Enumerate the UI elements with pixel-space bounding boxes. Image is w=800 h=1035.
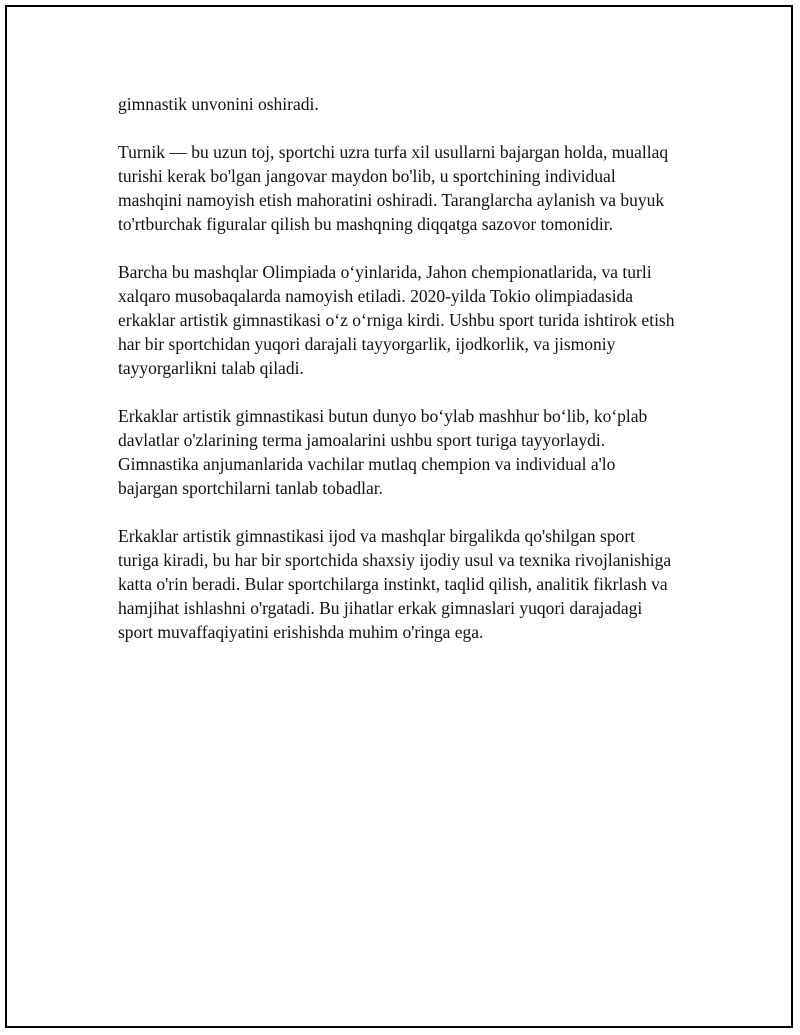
paragraph-continuation: gimnastik unvonini oshiradi. <box>118 94 319 114</box>
paragraph-turnik: Turnik — bu uzun toj, sportchi uzra turfa xil usullarni bajargan holda, muallaq turishi kerak bo'lgan jangovar maydon bo'lib, u sportchining individual mashqini namoyish etish mahoratini oshiradi. Taranglarcha aylanish va buyuk to'rtburchak figuralar qilish bu mashqning diqqatga sazovor tomonidir. <box>118 142 669 234</box>
paragraph-popularity: Erkaklar artistik gimnastikasi butun dunyo bo‘ylab mashhur bo‘lib, ko‘plab davlatlar o'zlarining terma jamoalarini ushbu sport turiga tayyorlaydi. Gimnastika anjumanlarida vachilar mutlaq chempion va individual a'lo bajargan sportchilarni tanlab tobadlar. <box>118 406 648 498</box>
document-body <box>118 92 678 668</box>
paragraph-creativity: Erkaklar artistik gimnastikasi ijod va mashqlar birgalikda qo'shilgan sport turiga kiradi, bu har bir sportchida shaxsiy ijodiy usul va texnika rivojlanishiga katta o'rin beradi. Bular sportchilarga instinkt, taqlid qilish, analitik fikrlash va hamjihat ishlashni o'rgatadi. Bu jihatlar erkak gimnaslari yuqori darajadagi sport muvaffaqiyatini erishishda muhim o'ringa ega. <box>118 526 672 642</box>
paragraph-olympics: Barcha bu mashqlar Olimpiada o‘yinlarida, Jahon chempionatlarida, va turli xalqaro musobaqalarda namoyish etiladi. 2020-yilda Tokio olimpiadasida erkaklar artistik gimnastikasi o‘z o‘rniga kirdi. Ushbu sport turida ishtirok etish har bir sportchidan yuqori darajali tayyorgarlik, ijodkorlik, va jismoniy tayyorgarlikni talab qiladi. <box>118 262 675 378</box>
